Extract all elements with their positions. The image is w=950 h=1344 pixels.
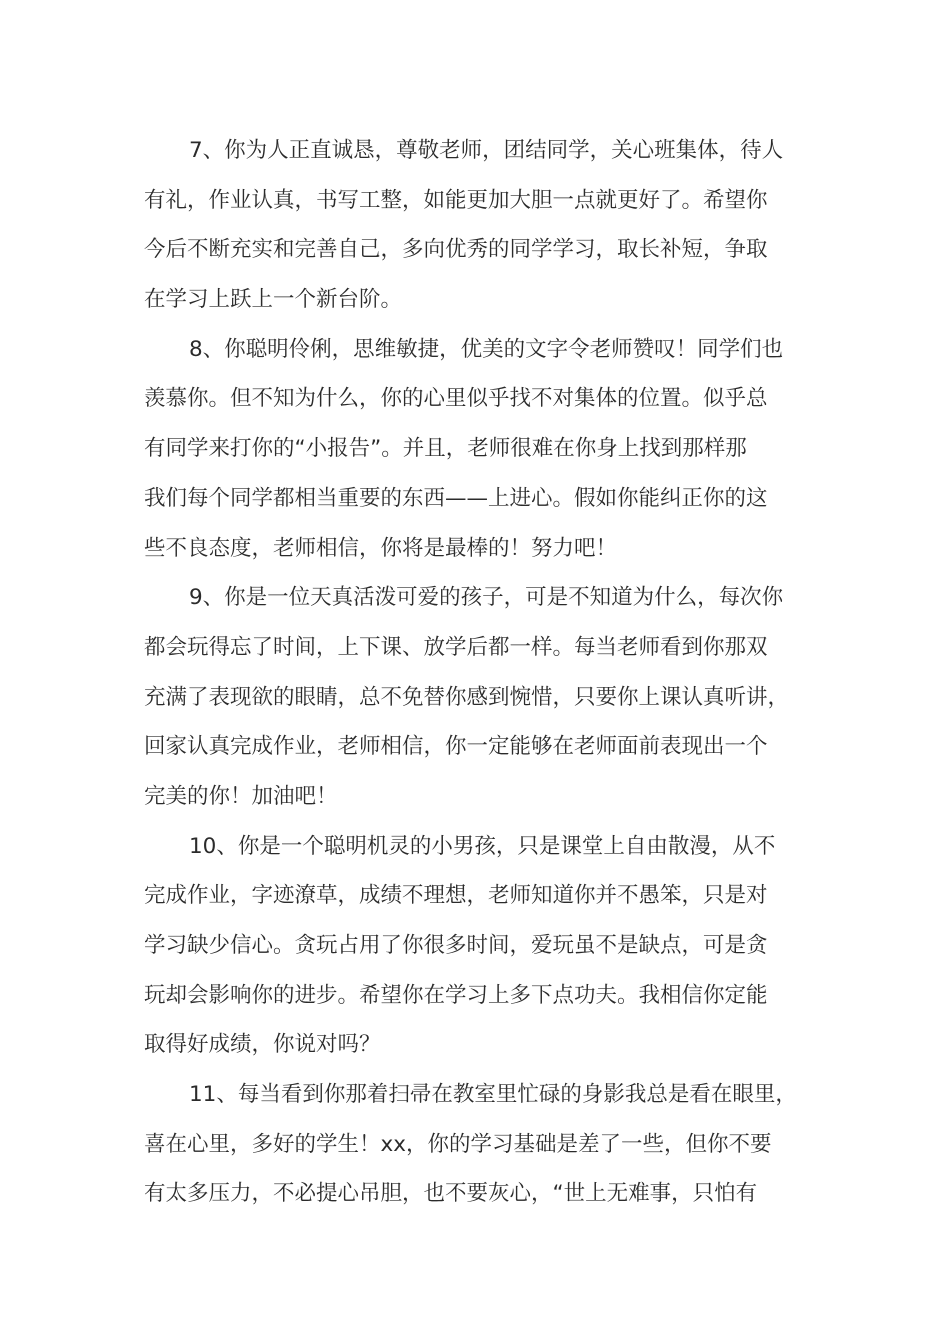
paragraph-line: 完成作业，字迹潦草，成绩不理想，老师知道你并不愚笨，只是对	[144, 883, 768, 909]
paragraph-line: 玩却会影响你的进步。希望你在学习上多下点功夫。我相信你定能	[144, 982, 768, 1008]
paragraph-line: 喜在心里，多好的学生！xx，你的学习基础是差了一些，但你不要	[144, 1131, 772, 1157]
paragraph-line: 有同学来打你的“小报告”。并且，老师很难在你身上找到那样那	[144, 436, 747, 462]
paragraph-line: 10、你是一个聪明机灵的小男孩，只是课堂上自由散漫，从不	[189, 833, 776, 859]
paragraph-line: 都会玩得忘了时间，上下课、放学后都一样。每当老师看到你那双	[144, 634, 768, 660]
paragraph-7	[144, 126, 824, 325]
paragraph-line: 有礼，作业认真，书写工整，如能更加大胆一点就更好了。希望你	[144, 187, 768, 213]
paragraph-line: 有太多压力，不必提心吊胆，也不要灰心，“世上无难事，只怕有	[144, 1181, 758, 1207]
paragraph-line: 完美的你！加油吧！	[144, 783, 338, 809]
paragraph-line: 8、你聪明伶俐，思维敏捷，优美的文字令老师赞叹！同学们也	[189, 336, 784, 362]
paragraph-line: 今后不断充实和完善自己，多向优秀的同学学习，取长补短，争取	[144, 237, 768, 263]
paragraph-line: 9、你是一位天真活泼可爱的孩子，可是不知道为什么，每次你	[189, 585, 784, 611]
paragraph-8	[144, 325, 824, 573]
paragraph-line: 羡慕你。但不知为什么，你的心里似乎找不对集体的位置。似乎总	[144, 386, 768, 412]
paragraph-9	[144, 573, 824, 821]
paragraph-line: 充满了表现欲的眼睛，总不免替你感到惋惜，只要你上课认真听讲，	[144, 684, 790, 710]
paragraph-line: 取得好成绩，你说对吗？	[144, 1032, 381, 1058]
paragraph-line: 7、你为人正直诚恳，尊敬老师，团结同学，关心班集体，待人	[189, 138, 784, 163]
paragraph-line: 我们每个同学都相当重要的东西——上进心。假如你能纠正你的这	[144, 485, 768, 511]
paragraph-line: 回家认真完成作业，老师相信，你一定能够在老师面前表现出一个	[144, 734, 768, 760]
document-body	[144, 126, 824, 1219]
paragraph-line: 在学习上跃上一个新台阶。	[144, 287, 403, 313]
paragraph-line: 些不良态度，老师相信，你将是最棒的！努力吧！	[144, 535, 618, 561]
paragraph-11	[144, 1070, 824, 1219]
paragraph-line: 学习缺少信心。贪玩占用了你很多时间，爱玩虽不是缺点，可是贪	[144, 933, 768, 958]
paragraph-10	[144, 822, 824, 1070]
paragraph-line: 11、每当看到你那着扫帚在教室里忙碌的身影我总是看在眼里，	[189, 1082, 797, 1108]
